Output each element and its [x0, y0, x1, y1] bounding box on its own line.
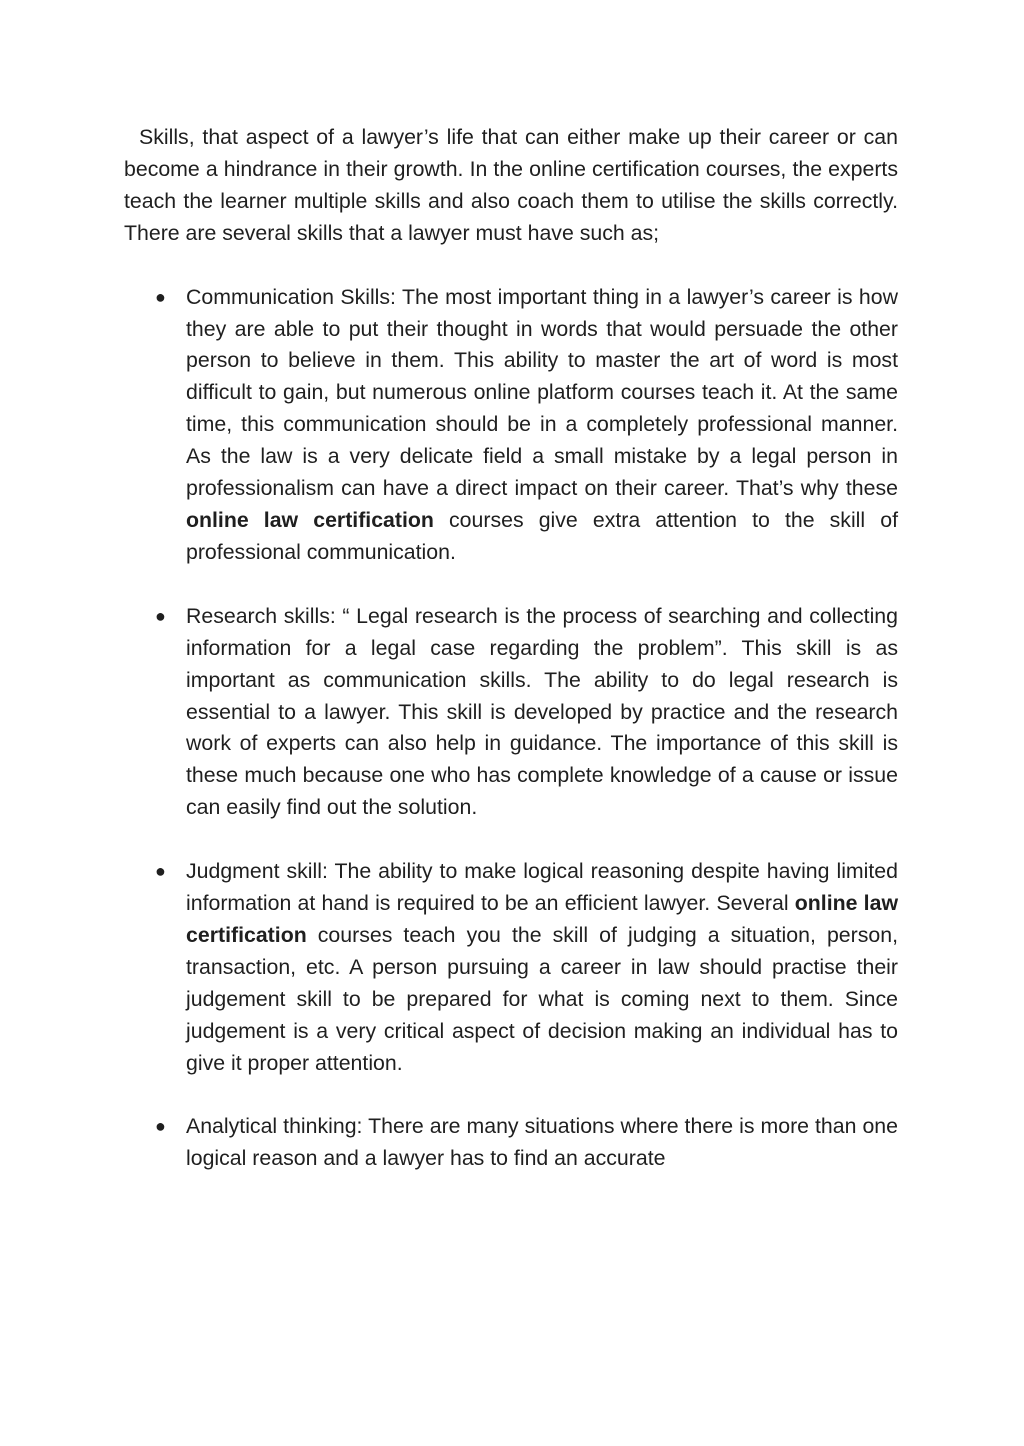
list-item-text-part: Research skills: “ Legal research is the process of searching and collecting information for a legal case regarding the problem”. This skill is as important as communication skills. The ability to do legal research is essential to a lawyer. This skill is developed by practice and the research work of experts can also help in guidance. The importance of this skill is these much because one who has complete knowledge of a cause or issue can easily find out the solution.: [186, 603, 898, 820]
list-item-text-part: courses give extra attention to the skill of professional communication.: [186, 507, 898, 564]
bullet-icon: ●: [155, 1116, 166, 1137]
list-item-text: [186, 285, 898, 564]
skills-list: [124, 282, 898, 1176]
list-item-text-part: courses teach you the skill of judging a situation, person, transaction, etc. A person pursuing a career in law should practise their judgement skill to be prepared for what is coming next to them. Since judgement is a very critical aspect of decision making an individual has to give it proper attention.: [186, 922, 898, 1075]
bullet-icon: ●: [155, 605, 166, 626]
intro-paragraph: Skills, that aspect of a lawyer’s life that can either make up their career or can become a hindrance in their growth. In the online certification courses, the experts teach the learner multiple skills and also coach them to utilise the skills correctly. There are several skills that a lawyer must have such as;: [124, 125, 898, 245]
list-item-research-skills: [124, 601, 898, 824]
list-item-text-part: Communication Skills: The most important thing in a lawyer’s career is how they are able to put their thought in words that would persuade the other person to believe in them. This ability to master the art of word is most difficult to gain, but numerous online platform courses teach it. At the same time, this communication should be in a completely professional manner. As the law is a very delicate field a small mistake by a legal person in professionalism can have a direct impact on their career. That’s why these: [186, 284, 898, 501]
bold-keyword: online law certification: [186, 891, 899, 947]
list-item-text-part: Judgment skill: The ability to make logical reasoning despite having limited information at hand is required to be an efficient lawyer. Several: [186, 859, 898, 916]
bullet-icon: ●: [155, 861, 166, 882]
bold-keyword: online law certification: [186, 507, 434, 532]
list-item-judgment-skill: [124, 856, 898, 1079]
bullet-icon: ●: [155, 286, 166, 307]
list-item-text-part: Analytical thinking: There are many situations where there is more than one logical reason and a lawyer has to find an accurate: [186, 1114, 898, 1171]
list-item-text: [186, 859, 898, 1074]
list-item-analytical-thinking: [124, 1111, 898, 1175]
list-item-text: [186, 604, 898, 819]
list-item-text: [186, 1114, 898, 1170]
document-page: [124, 122, 898, 1207]
list-item-communication-skills: [124, 282, 898, 569]
